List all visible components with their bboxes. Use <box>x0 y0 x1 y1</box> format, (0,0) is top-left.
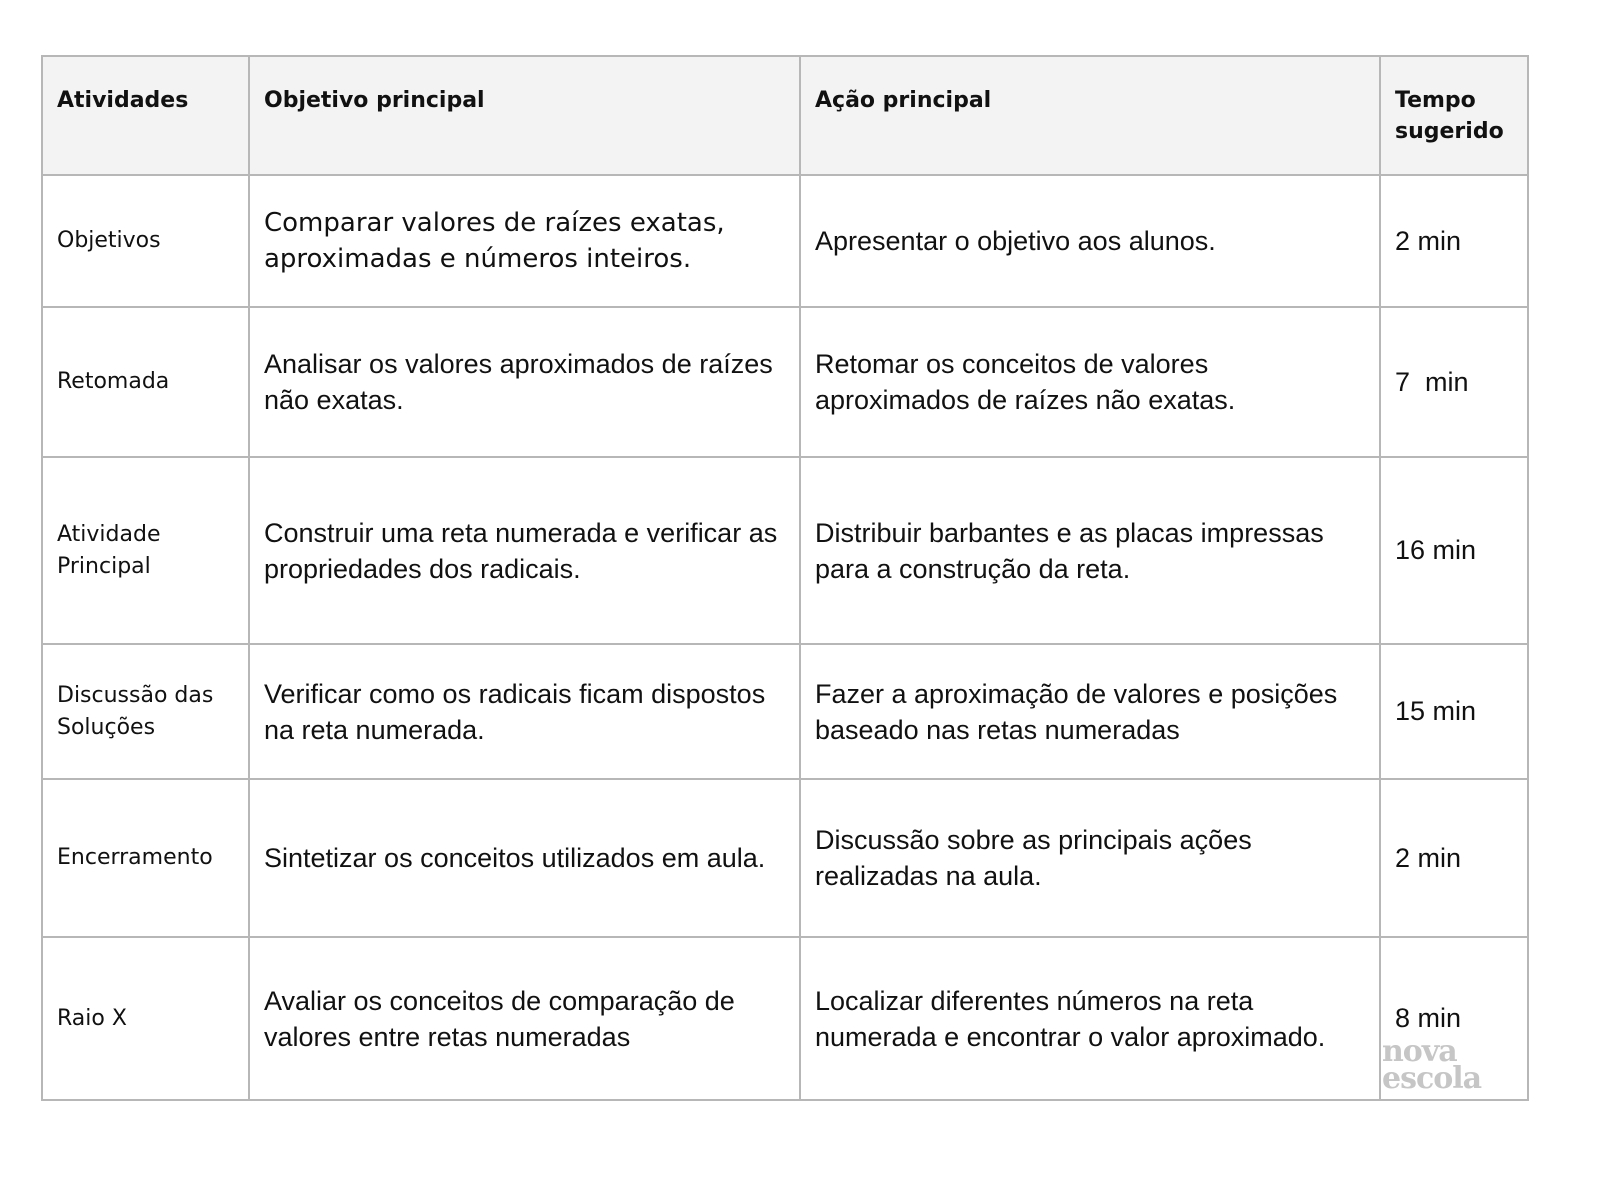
cell-tempo: 8 min <box>1380 937 1528 1100</box>
cell-objetivo: Verificar como os radicais ficam dispostos na reta numerada. <box>249 644 800 779</box>
cell-acao: Retomar os conceitos de valores aproximados de raízes não exatas. <box>800 307 1380 457</box>
cell-tempo: 7 min <box>1380 307 1528 457</box>
header-objetivo: Objetivo principal <box>249 56 800 175</box>
header-atividades: Atividades <box>42 56 249 175</box>
table-row <box>42 779 1528 937</box>
cell-acao: Discussão sobre as principais ações realizadas na aula. <box>800 779 1380 937</box>
cell-objetivo: Avaliar os conceitos de comparação de valores entre retas numeradas <box>249 937 800 1100</box>
cell-objetivo: Construir uma reta numerada e verificar as propriedades dos radicais. <box>249 457 800 644</box>
cell-acao: Distribuir barbantes e as placas impressas para a construção da reta. <box>800 457 1380 644</box>
logo-line-1: nova <box>1382 1034 1457 1069</box>
lesson-plan-table <box>41 55 1529 1101</box>
cell-acao: Fazer a aproximação de valores e posições baseado nas retas numeradas <box>800 644 1380 779</box>
cell-tempo: 16 min <box>1380 457 1528 644</box>
cell-atividade: Raio X <box>42 937 249 1100</box>
table-row <box>42 307 1528 457</box>
cell-atividade: Discussão das Soluções <box>42 644 249 779</box>
logo-line-2: escola <box>1382 1061 1482 1096</box>
cell-objetivo: Comparar valores de raízes exatas, aproximadas e números inteiros. <box>249 175 800 307</box>
lesson-plan-table-container <box>41 55 1529 1101</box>
table-row <box>42 175 1528 307</box>
cell-tempo: 15 min <box>1380 644 1528 779</box>
table-row <box>42 644 1528 779</box>
table-row <box>42 457 1528 644</box>
cell-tempo: 2 min <box>1380 175 1528 307</box>
table-row <box>42 937 1528 1100</box>
cell-atividade: Objetivos <box>42 175 249 307</box>
header-tempo: Tempo sugerido <box>1380 56 1528 175</box>
header-acao: Ação principal <box>800 56 1380 175</box>
cell-acao: Apresentar o objetivo aos alunos. <box>800 175 1380 307</box>
cell-atividade: Encerramento <box>42 779 249 937</box>
cell-objetivo: Analisar os valores aproximados de raízes não exatas. <box>249 307 800 457</box>
cell-atividade: Retomada <box>42 307 249 457</box>
cell-tempo: 2 min <box>1380 779 1528 937</box>
cell-objetivo: Sintetizar os conceitos utilizados em aula. <box>249 779 800 937</box>
cell-acao: Localizar diferentes números na reta numerada e encontrar o valor aproximado. <box>800 937 1380 1100</box>
nova-escola-logo <box>1382 1034 1482 1096</box>
cell-atividade: Atividade Principal <box>42 457 249 644</box>
header-row <box>42 56 1528 175</box>
